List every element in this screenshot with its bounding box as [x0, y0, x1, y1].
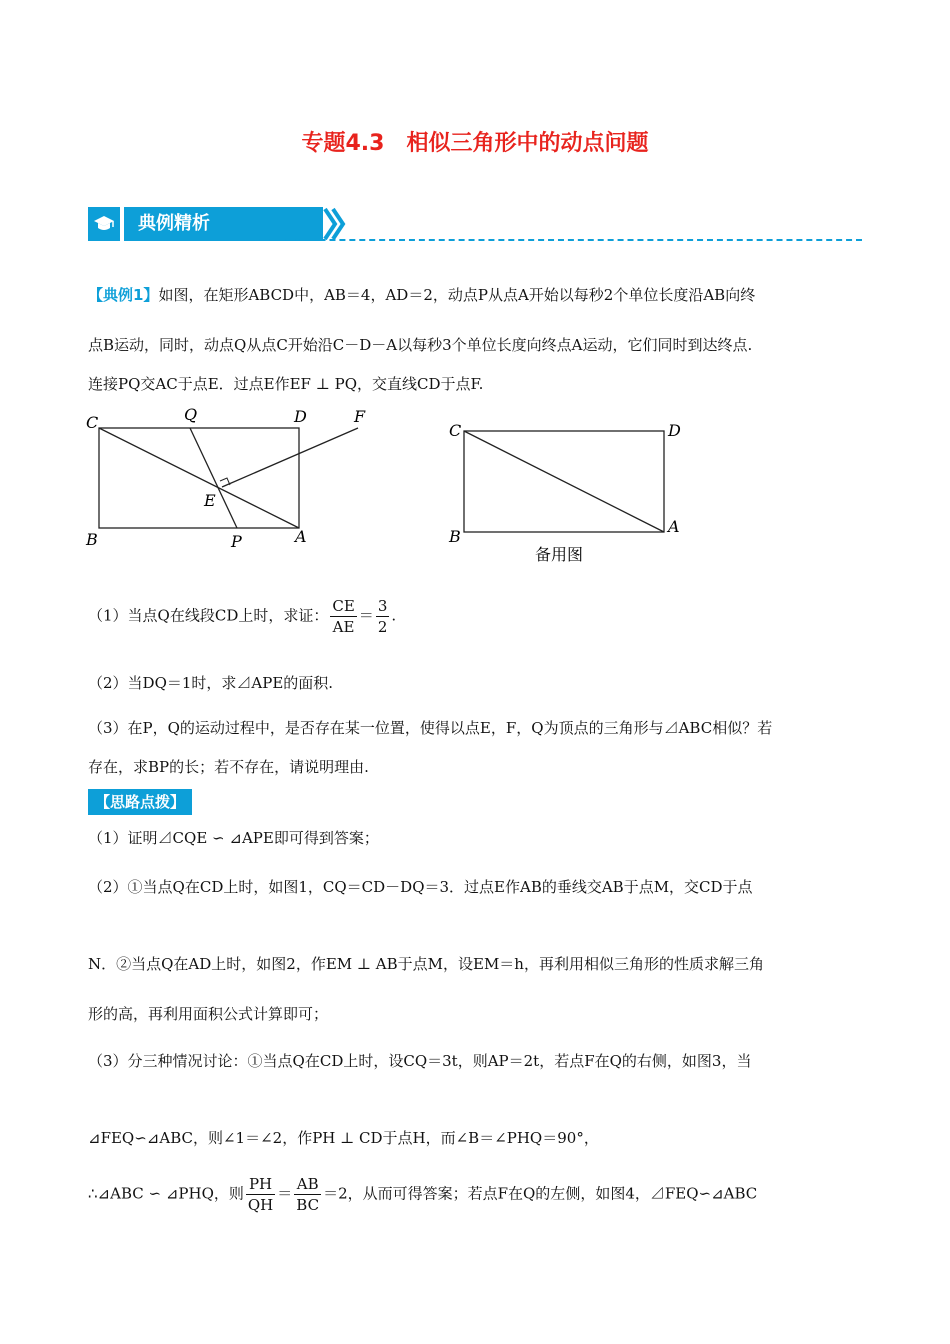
chevron-right-icon — [323, 207, 347, 241]
fraction-numerator: CE — [332, 597, 355, 615]
graduation-cap-icon — [88, 207, 120, 241]
fraction-ph-qh — [246, 1174, 275, 1215]
label-Q: Q — [184, 405, 198, 424]
backup-label-A: A — [668, 517, 680, 536]
label-B: B — [86, 530, 98, 549]
fraction-3-2 — [376, 596, 390, 637]
hint-1: （1）证明⊿CQE ∽ ⊿APE即可得到答案； — [88, 829, 379, 847]
backup-label-B: B — [449, 527, 461, 546]
hint-3-line-3-suffix: ＝2，从而可得答案；若点F在Q的左侧，如图4，⊿FEQ∽⊿ABC — [323, 1184, 758, 1203]
equals-sign: ＝ — [358, 606, 374, 625]
period: . — [391, 606, 397, 625]
page-title: 专题4.3 相似三角形中的动点问题 — [301, 131, 649, 156]
figure-main — [80, 400, 380, 560]
fraction-denominator: 2 — [377, 618, 388, 636]
section-divider — [250, 239, 862, 241]
fraction-numerator: AB — [294, 1174, 321, 1195]
question-2: （2）当DQ＝1时，求⊿APE的面积. — [88, 674, 334, 692]
fraction-denominator: AE — [332, 618, 355, 636]
fraction-denominator: BC — [296, 1196, 320, 1214]
label-F: F — [354, 407, 366, 426]
section-banner-label: 典例精析 — [124, 207, 323, 241]
label-P: P — [231, 532, 242, 551]
problem-line-2: 点B运动，同时，动点Q从点C开始沿C－D－A以每秒3个单位长度向终点A运动，它们同时到达终点. — [88, 336, 753, 354]
hint-3-line-1: （3）分三种情况讨论：①当点Q在CD上时，设CQ＝3t，则AP＝2t，若点F在Q的右侧，如图3，当 — [88, 1052, 752, 1070]
question-3-line-1: （3）在P，Q的运动过程中，是否存在某一位置，使得以点E，F，Q为顶点的三角形与⊿ABC相似？若 — [88, 719, 773, 737]
problem-line-1 — [88, 284, 755, 305]
hint-2-line-3: 形的高，再利用面积公式计算即可； — [88, 1005, 329, 1023]
fraction-numerator: 3 — [377, 597, 388, 615]
hint-tag: 【思路点拨】 — [88, 789, 192, 815]
backup-caption: 备用图 — [535, 545, 584, 564]
question-3-line-2: 存在，求BP的长；若不存在，请说明理由. — [88, 758, 369, 776]
fraction-numerator: PH — [246, 1174, 275, 1195]
problem-line-3: 连接PQ交AC于点E．过点E作EF ⊥ PQ，交直线CD于点F. — [88, 375, 484, 393]
hint-2-line-1: （2）①当点Q在CD上时，如图1，CQ＝CD－DQ＝3．过点E作AB的垂线交AB于点M，交CD于点 — [88, 878, 753, 896]
label-E: E — [204, 491, 216, 510]
hint-2-line-2: N．②当点Q在AD上时，如图2，作EM ⊥ AB于点M，设EM＝h，再利用相似三角形的性质求解三角 — [88, 955, 764, 973]
fraction-ab-bc — [294, 1174, 321, 1215]
label-C: C — [86, 413, 99, 432]
hint-3-line-2: ⊿FEQ∽⊿ABC，则∠1＝∠2，作PH ⊥ CD于点H，而∠B＝∠PHQ＝90°， — [88, 1129, 599, 1147]
label-A: A — [295, 527, 307, 546]
problem-tag: 【典例1】 — [88, 286, 159, 304]
fraction-denominator: QH — [247, 1196, 274, 1214]
figure-backup — [440, 412, 700, 572]
label-D: D — [294, 407, 307, 426]
backup-label-D: D — [668, 421, 681, 440]
hint-3-line-3-prefix: ∴⊿ABC ∽ ⊿PHQ，则 — [88, 1184, 244, 1203]
question-1 — [88, 596, 396, 637]
hint-3-line-3 — [88, 1174, 757, 1215]
fraction-ce-ae — [330, 596, 356, 637]
backup-label-C: C — [449, 421, 462, 440]
equals-sign: ＝ — [277, 1184, 293, 1203]
question-1-text: （1）当点Q在线段CD上时，求证： — [88, 606, 329, 625]
problem-text-1: 如图，在矩形ABCD中，AB＝4，AD＝2，动点P从点A开始以每秒2个单位长度沿AB向终 — [158, 286, 756, 304]
